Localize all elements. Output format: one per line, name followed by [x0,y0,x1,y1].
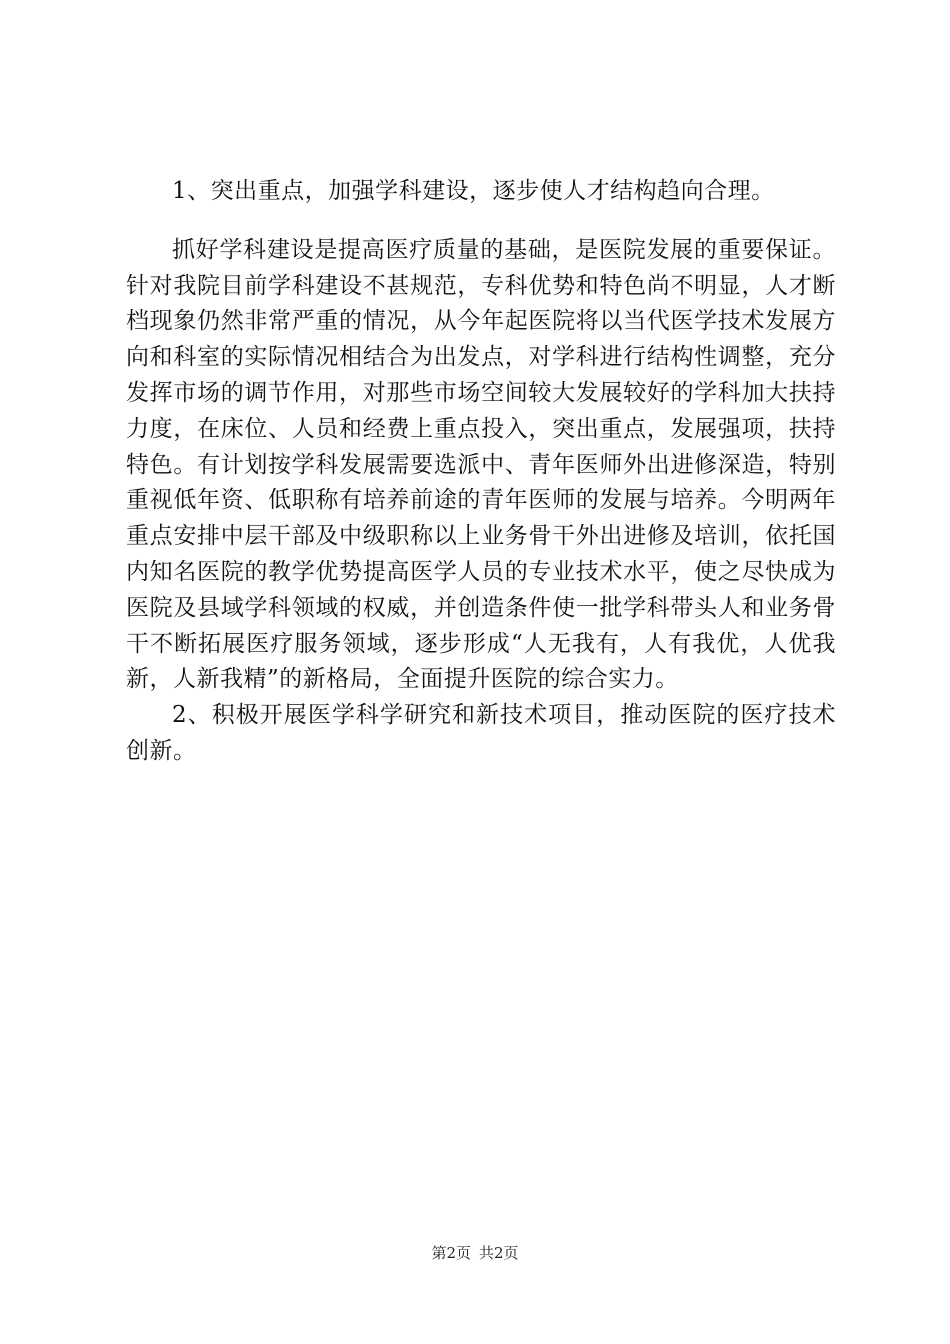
document-body [126,174,836,770]
body-paragraph: 抓好学科建设是提高医疗质量的基础，是医院发展的重要保证。针对我院目前学科建设不甚规范，专科优势和特色尚不明显，人才断档现象仍然非常严重的情况，从今年起医院将以当代医学技术发展方向和科室的实际情况相结合为出发点，对学科进行结构性调整，充分发挥市场的调节作用，对那些市场空间较大发展较好的学科加大扶持力度，在床位、人员和经费上重点投入，突出重点，发展强项，扶持特色。有计划按学科发展需要选派中、青年医师外出进修深造，特别重视低年资、低职称有培养前途的青年医师的发展与培养。今明两年重点安排中层干部及中级职称以上业务骨干外出进修及培训，依托国内知名医院的教学优势提高医学人员的专业技术水平，使之尽快成为医院及县域学科领域的权威，并创造条件使一批学科带头人和业务骨干不断拓展医疗服务领域，逐步形成“人无我有，人有我优，人优我新，人新我精”的新格局，全面提升医院的综合实力。 [126,236,836,693]
page-footer [0,1243,950,1263]
section-heading-1: 1、突出重点，加强学科建设，逐步使人才结构趋向合理。 [172,178,775,204]
section-heading-2: 2、积极开展医学科学研究和新技术项目，推动医院的医疗技术创新。 [126,702,836,764]
page-number-total: 共2页 [479,1244,519,1262]
page-number-current: 第2页 [431,1244,471,1262]
